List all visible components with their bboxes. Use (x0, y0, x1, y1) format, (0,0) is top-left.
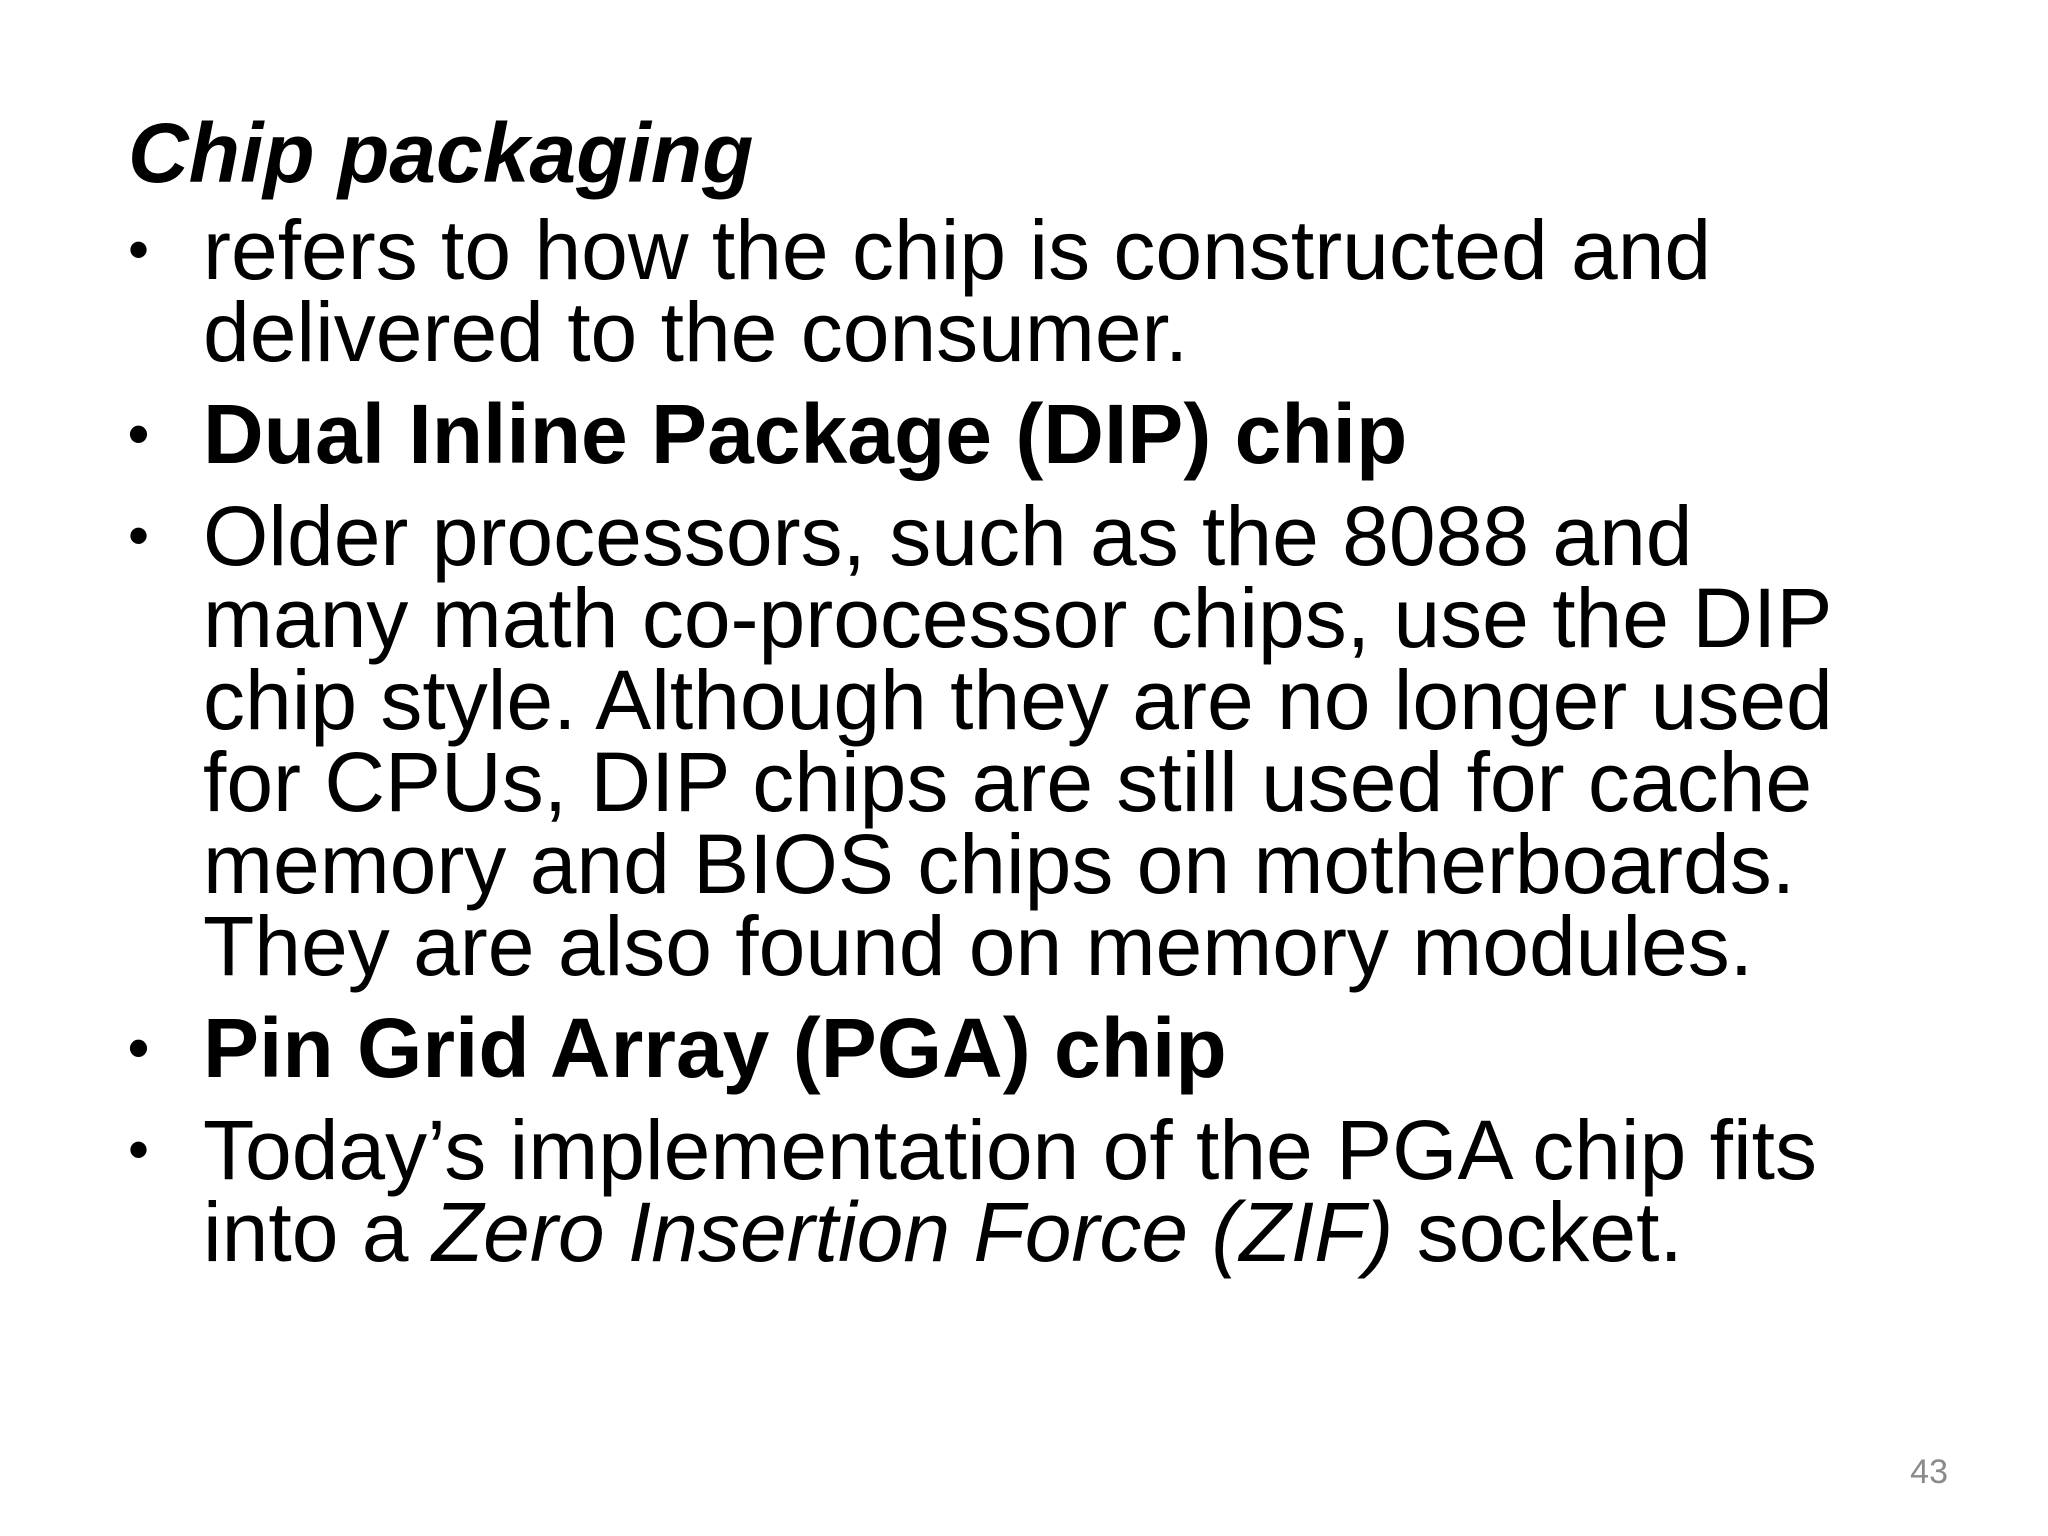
bullet-5-line-1: Today’s implementation of the PGA chip fits (203, 1103, 1817, 1197)
bullet-3-line-5: memory and BIOS chips on motherboards. (203, 817, 1796, 911)
bullet-5-line-2-prefix: into a (203, 1185, 432, 1279)
bullet-2-text: Dual Inline Package (DIP) chip (203, 387, 1408, 481)
bullet-item-2 (128, 387, 2008, 481)
bullet-4-text: Pin Grid Array (PGA) chip (203, 1001, 1227, 1095)
bullet-item-3 (128, 489, 2008, 993)
bullet-list (128, 203, 2008, 1293)
bullet-3-line-1: Older processors, such as the 8088 and (203, 489, 1693, 583)
bullet-dot-icon: • (128, 216, 150, 283)
bullet-dot-icon: • (128, 502, 150, 569)
bullet-5-line-2 (203, 1185, 2008, 1279)
bullet-5-line-2-italic: Zero Insertion Force (ZIF) (431, 1185, 1394, 1279)
bullet-1-line-2: delivered to the consumer. (203, 285, 1189, 379)
slide-title: Chip packaging (128, 106, 754, 200)
bullet-item-1 (128, 203, 2008, 379)
bullet-5-line-2-suffix: socket. (1393, 1185, 1683, 1279)
bullet-dot-icon: • (128, 400, 150, 467)
bullet-3-line-6: They are also found on memory modules. (203, 899, 1754, 993)
bullet-3-line-4: for CPUs, DIP chips are still used for cache (203, 735, 1813, 829)
bullet-item-5 (128, 1103, 2008, 1279)
bullet-3-line-2: many math co-processor chips, use the DIP (203, 571, 1833, 665)
page-number: 43 (1910, 1453, 1948, 1491)
bullet-dot-icon: • (128, 1014, 150, 1081)
bullet-1-line-1: refers to how the chip is constructed and (203, 203, 1712, 297)
bullet-3-line-3: chip style. Although they are no longer used (203, 653, 1833, 747)
bullet-item-4 (128, 1001, 2008, 1095)
bullet-dot-icon: • (128, 1116, 150, 1183)
